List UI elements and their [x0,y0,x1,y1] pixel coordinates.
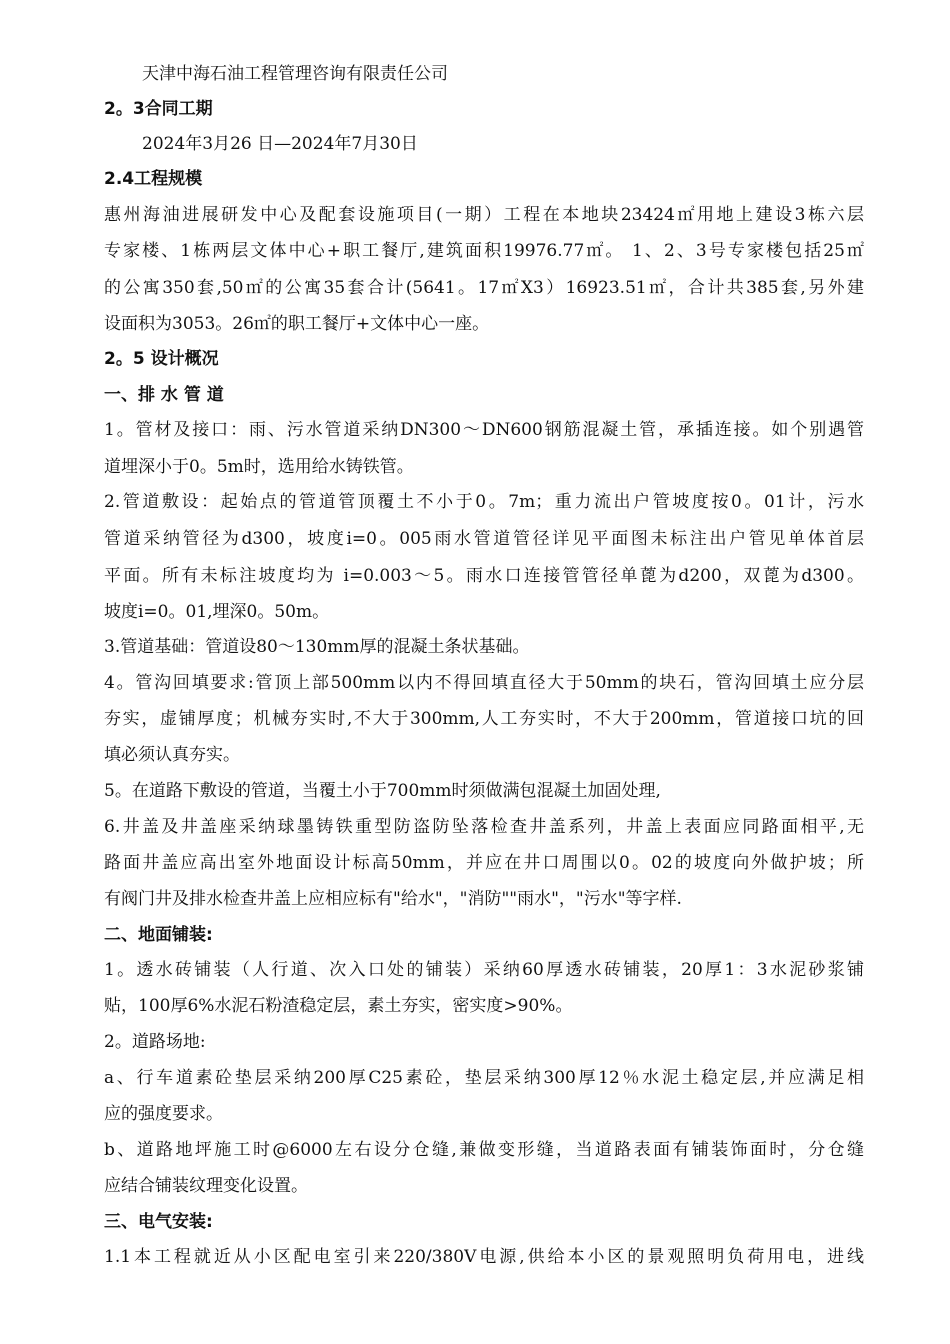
text-line: a、行车道素砼垫层采纳200厚C25素砼，垫层采纳300厚12％水泥土稳定层,并应满足相 [104,1068,864,1088]
text-line: 道埋深小于0。5m时，选用给水铸铁管。 [104,457,414,477]
text-line: 2.管道敷设：起始点的管道管顶覆土不小于0。7m；重力流出户管坡度按0。01计，污水 [104,492,864,512]
text-line: 5。在道路下敷设的管道，当覆土小于700mm时须做满包混凝土加固处理, [104,781,661,801]
text-line: 的公寓350套,50㎡的公寓35套合计(5641。17㎡X3）16923.51㎡，合计共385套,另外建 [104,278,864,298]
text-line: 应结合铺装纹理变化设置。 [104,1176,308,1196]
text-line: 填必须认真夯实。 [104,745,240,765]
text-line: 夯实，虚铺厚度；机械夯实时,不大于300mm,人工夯实时，不大于200mm，管道接口坑的回 [104,709,864,729]
text-line: 惠州海油进展研发中心及配套设施项目(一期）工程在本地块23424㎡用地上建设3栋六层 [104,205,864,225]
text-line: 专家楼、1栋两层文体中心+职工餐厅,建筑面积19976.77㎡。 1、2、3号专家楼包括25㎡ [104,241,864,261]
text-line: 6.井盖及井盖座采纳球墨铸铁重型防盗防坠落检查井盖系列，井盖上表面应同路面相平,无 [104,817,864,837]
text-line: 有阀门井及排水检查井盖上应相应标有"给水"，"消防""雨水"，"污水"等字样. [104,889,682,909]
section-heading: 2。3合同工期 [104,99,213,119]
text-line: 1。透水砖铺装（人行道、次入口处的铺装）采纳60厚透水砖铺装，20厚1：3水泥砂浆铺 [104,960,864,980]
text-line: 坡度i=0。01,埋深0。50m。 [104,602,330,622]
section-heading: 2。5 设计概况 [104,349,219,369]
text-line: 2。道路场地: [104,1032,206,1052]
text-line: 3.管道基础：管道设80～130mm厚的混凝土条状基础。 [104,637,530,657]
text-line: 2024年3月26 日—2024年7月30日 [142,134,418,154]
text-line: 管道采纳管径为d300，坡度i=0。005雨水管道管径详见平面图未标注出户管见单体首层 [104,529,864,549]
text-line: b、道路地坪施工时@6000左右设分仓缝,兼做变形缝，当道路表面有铺装饰面时，分仓缝 [104,1140,864,1160]
text-line: 1.1本工程就近从小区配电室引来220/380V电源,供给本小区的景观照明负荷用电，进线 [104,1247,864,1267]
text-line: 1。管材及接口：雨、污水管道采纳DN300～DN600钢筋混凝土管，承插连接。如个别遇管 [104,420,864,440]
text-line: 天津中海石油工程管理咨询有限责任公司 [142,64,448,84]
text-line: 应的强度要求。 [104,1104,223,1124]
text-line: 平面。所有未标注坡度均为 i=0.003～5。雨水口连接管管径单蓖为d200，双蓖为d300。 [104,566,864,586]
text-line: 贴，100厚6%水泥石粉渣稳定层，素土夯实，密实度>90%。 [104,996,573,1016]
text-line: 4。管沟回填要求:管顶上部500mm以内不得回填直径大于50mm的块石，管沟回填土应分层 [104,673,864,693]
text-line: 设面积为3053。26㎡的职工餐厅+文体中心一座。 [104,314,490,334]
section-heading: 2.4工程规模 [104,169,203,189]
text-line: 路面井盖应高出室外地面设计标高50mm，并应在井口周围以0。02的坡度向外做护坡；所 [104,853,864,873]
section-heading: 一、排 水 管 道 [104,385,224,405]
section-heading: 二、地面铺装: [104,925,213,945]
section-heading: 三、电气安装: [104,1212,213,1232]
